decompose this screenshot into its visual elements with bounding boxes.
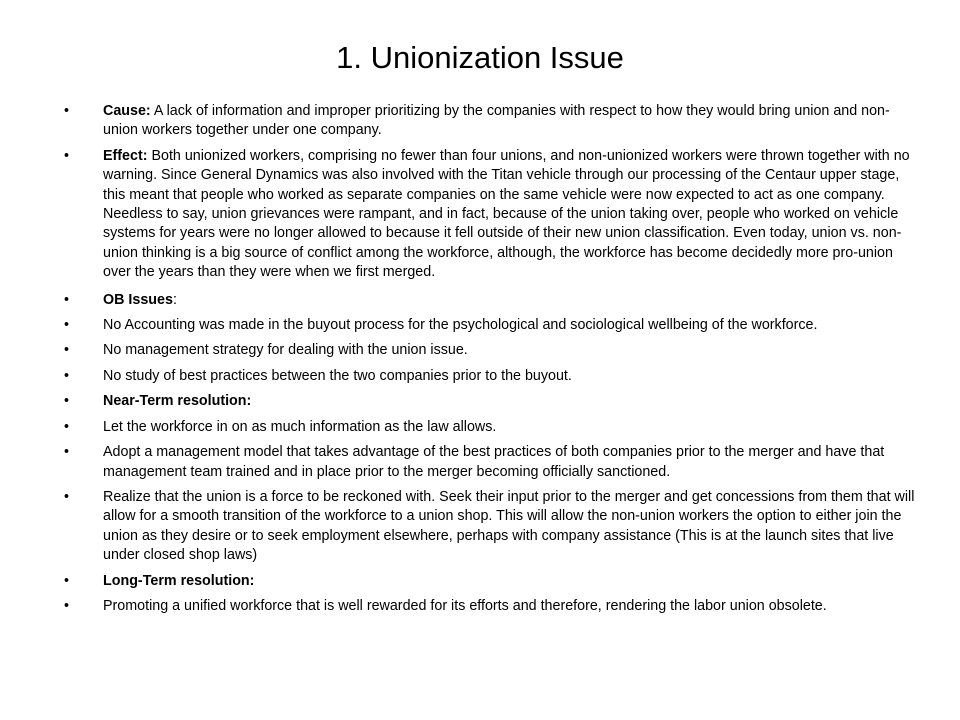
bullet-text: No study of best practices between the two companies prior to the buyout. bbox=[103, 367, 572, 384]
bullet-text: Promoting a unified workforce that is well rewarded for its efforts and therefore, rendering the labor union obsolete. bbox=[103, 597, 827, 614]
bullet-list bbox=[64, 102, 920, 622]
bullet-item-ob-issues bbox=[64, 291, 920, 310]
bullet-lead: Cause: bbox=[103, 103, 151, 119]
bullet-text: Realize that the union is a force to be reckoned with. Seek their input prior to the merger and get concessions from them that will allow for a smooth transition of the workforce to a union shop. This will allow the non-union workers the option to either join the union as they desire or to seek employment elsewhere, perhaps with company assistance (This is at the launch sites that live under closed shop laws) bbox=[103, 488, 915, 564]
bullet-text: : bbox=[172, 291, 177, 308]
bullet-icon: • bbox=[64, 597, 70, 614]
bullet-item-no-management-strategy bbox=[64, 341, 920, 360]
bullet-item-inform-workforce bbox=[64, 418, 920, 437]
bullet-icon: • bbox=[64, 393, 70, 410]
bullet-icon: • bbox=[64, 317, 70, 334]
bullet-text: A lack of information and improper prioritizing by the companies with respect to how they would bring union and non-union workers together under one company. bbox=[103, 103, 890, 139]
bullet-item-cause bbox=[64, 102, 920, 141]
bullet-icon: • bbox=[64, 572, 70, 589]
bullet-icon: • bbox=[64, 342, 70, 359]
bullet-icon: • bbox=[64, 418, 70, 435]
slide-title: 1. Unionization Issue bbox=[336, 40, 624, 75]
bullet-lead: OB Issues bbox=[103, 291, 173, 308]
bullet-icon: • bbox=[64, 444, 70, 461]
bullet-icon: • bbox=[64, 291, 70, 308]
bullet-item-effect bbox=[64, 147, 920, 283]
bullet-text: No Accounting was made in the buyout process for the psychological and sociological wellbeing of the workforce. bbox=[103, 317, 818, 334]
bullet-text: Adopt a management model that takes advantage of the best practices of both companies prior to the merger and have that management team trained and in place prior to the merger becoming officially sanctioned. bbox=[103, 444, 885, 480]
bullet-text: Let the workforce in on as much information as the law allows. bbox=[103, 418, 497, 435]
bullet-item-no-accounting bbox=[64, 316, 920, 335]
bullet-icon: • bbox=[64, 147, 70, 164]
bullet-item-no-best-practices-study bbox=[64, 367, 920, 386]
bullet-item-management-model bbox=[64, 443, 920, 482]
bullet-icon: • bbox=[64, 103, 70, 119]
bullet-item-near-term-heading bbox=[64, 392, 920, 411]
bullet-item-long-term-heading bbox=[64, 572, 920, 591]
bullet-lead: Near-Term resolution: bbox=[103, 393, 252, 410]
bullet-item-union-force bbox=[64, 488, 920, 566]
bullet-icon: • bbox=[64, 367, 70, 384]
bullet-item-unified-workforce bbox=[64, 597, 920, 616]
bullet-lead: Long-Term resolution: bbox=[103, 572, 255, 589]
bullet-lead: Effect: bbox=[103, 147, 148, 164]
bullet-text: No management strategy for dealing with the union issue. bbox=[103, 342, 468, 359]
bullet-text: Both unionized workers, comprising no fewer than four unions, and non-unionized workers were thrown together with no warning. Since General Dynamics was also involved with the Titan vehicle through our processing of the Centaur upper stage, this meant that people who worked as separate companies on the same vehicle were now expected to act as one company. Needless to say, union grievances were rampant, and in fact, because of the union taking over, people who worked on vehicle systems for years were no longer allowed to because it fell outside of their new union classification. Even today, union vs. non-union thinking is a big source of conflict among the workforce, although, the workforce has become decidedly more pro-union over the years than they were when we first merged. bbox=[103, 147, 910, 281]
bullet-icon: • bbox=[64, 488, 70, 505]
